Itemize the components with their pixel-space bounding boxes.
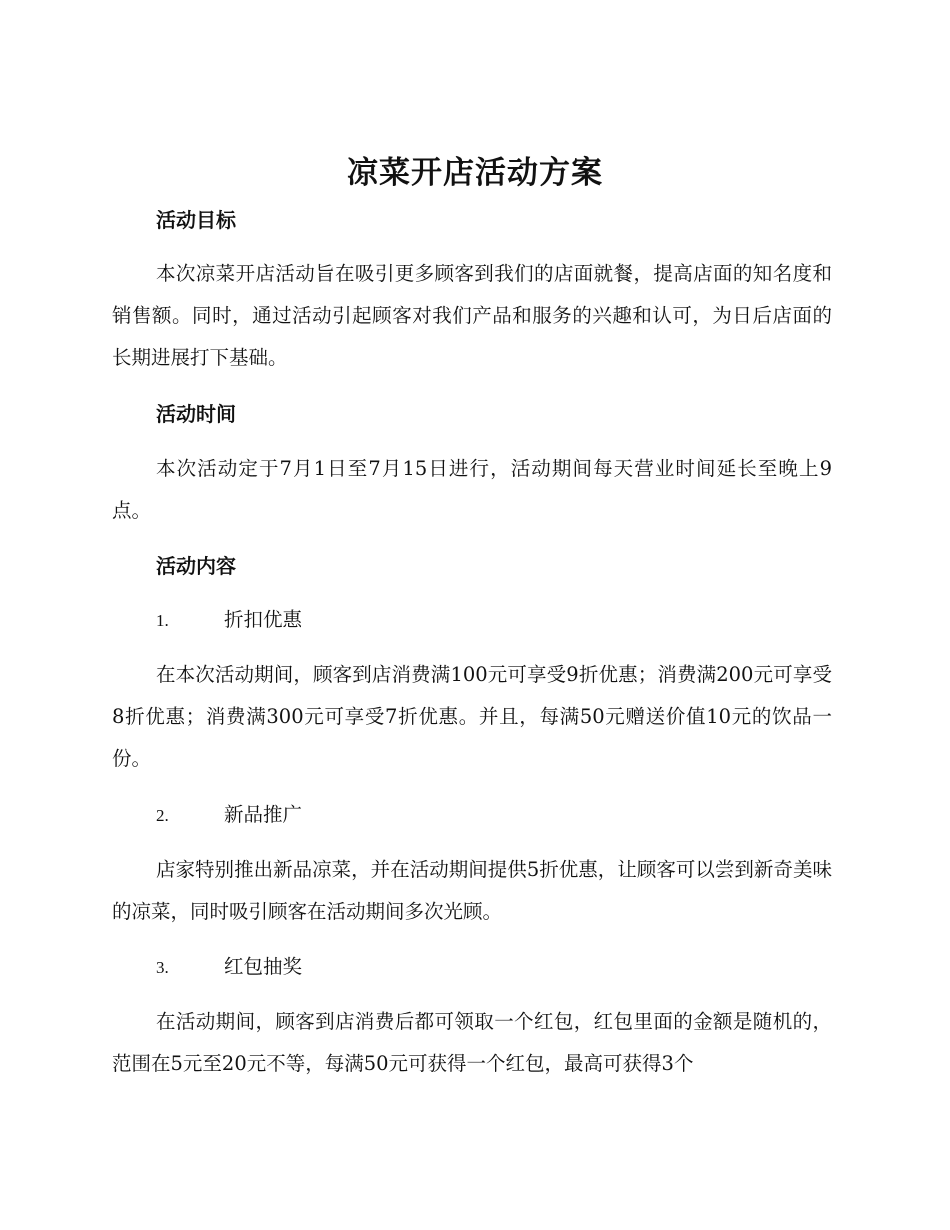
section-heading-content: 活动内容 (156, 554, 236, 578)
list-item-red-envelope (156, 952, 302, 983)
section-paragraph-time: 本次活动定于7月1日至7月15日进行，活动期间每天营业时间延长至晚上9点。 (112, 457, 832, 522)
item-paragraph-discount: 在本次活动期间，顾客到店消费满100元可享受9折优惠；消费满200元可享受8折优惠；消费满300元可享受7折优惠。并且，每满50元赠送价值10元的饮品一份。 (112, 663, 832, 770)
item-paragraph-red-envelope: 在活动期间，顾客到店消费后都可领取一个红包，红包里面的金额是随机的，范围在5元至20元不等，每满50元可获得一个红包，最高可获得3个 (112, 1010, 832, 1075)
list-item-label: 折扣优惠 (224, 608, 303, 631)
item-paragraph-new-product: 店家特别推出新品凉菜，并在活动期间提供5折优惠，让顾客可以尝到新奇美味的凉菜，同时吸引顾客在活动期间多次光顾。 (112, 858, 832, 923)
section-heading-goal: 活动目标 (156, 208, 236, 232)
section-heading-time: 活动时间 (156, 402, 236, 426)
list-item-discount (156, 605, 302, 636)
list-item-new-product (156, 800, 302, 831)
list-item-number: 3. (156, 958, 169, 977)
list-item-number: 2. (156, 806, 169, 825)
list-item-label: 红包抽奖 (224, 955, 303, 978)
section-paragraph-goal: 本次凉菜开店活动旨在吸引更多顾客到我们的店面就餐，提高店面的知名度和销售额。同时，通过活动引起顾客对我们产品和服务的兴趣和认可，为日后店面的长期进展打下基础。 (112, 262, 832, 369)
list-item-label: 新品推广 (224, 803, 303, 826)
list-item-number: 1. (156, 611, 169, 630)
document-title: 凉菜开店活动方案 (347, 155, 603, 191)
